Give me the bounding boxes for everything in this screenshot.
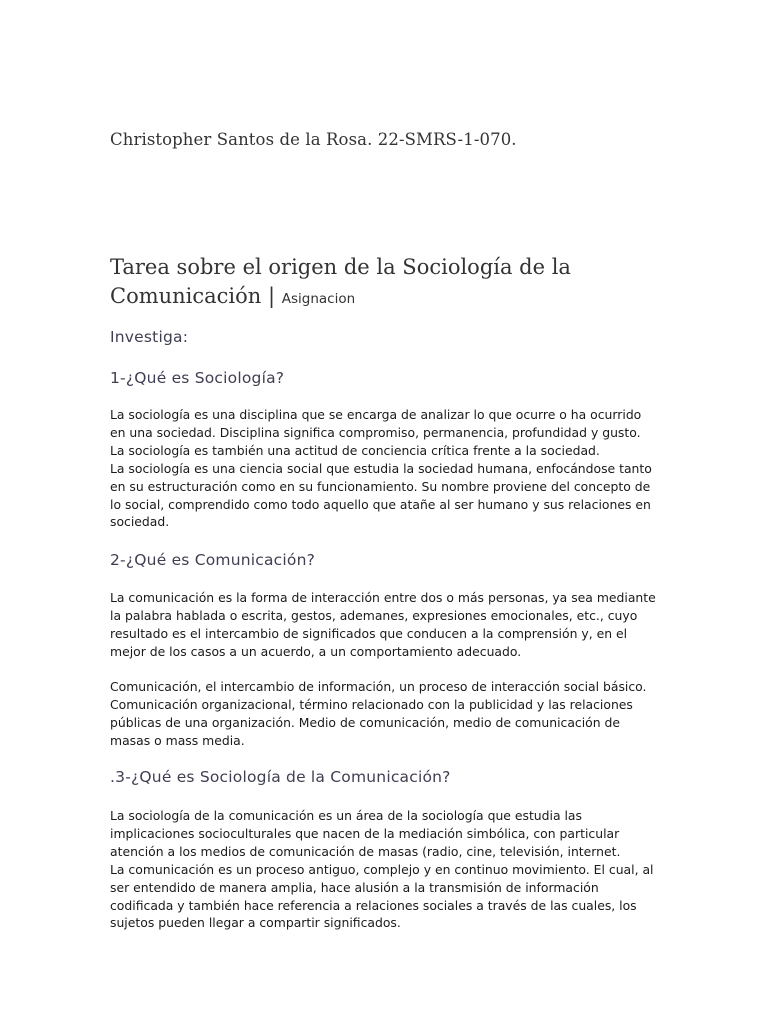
answer-line: sociedad. [110,514,170,530]
answer-line: en una sociedad. Disciplina significa compromiso, permanencia, profundidad y gusto. [110,424,641,440]
question-2-answer-paragraph-1 [110,589,670,661]
answer-line: ser entendido de manera amplia, hace alusión a la transmisión de información [110,879,599,895]
answer-line: públicas de una organización. Medio de comunicación, medio de comunicación de [110,714,621,730]
answer-line: La sociología de la comunicación es un área de la sociología que estudia las [110,808,582,823]
answer-line: Comunicación, el intercambio de información, un proceso de interacción social básico. [110,679,647,694]
title-line-2: Comunicación | [110,284,276,308]
answer-line: masas o mass media. [110,732,245,748]
answer-line: en su estructuración como en su funcionamiento. Su nombre proviene del concepto de [110,478,651,494]
answer-line: La comunicación es un proceso antiguo, complejo y en continuo movimiento. El cual, al [110,861,654,877]
answer-line: La sociología es una disciplina que se encarga de analizar lo que ocurre o ha ocurrido [110,407,642,422]
investiga-heading: Investiga: [110,328,189,346]
document-title [110,253,670,314]
question-3-heading: .3-¿Qué es Sociología de la Comunicación? [110,768,451,786]
question-2-answer-paragraph-2 [110,678,670,750]
answer-line: sujetos pueden llegar a compartir significados. [110,915,401,931]
answer-line: La comunicación es la forma de interacción entre dos o más personas, ya sea mediante [110,590,656,605]
answer-line: lo social, comprendido como todo aquello que atañe al ser humano y sus relaciones en [110,496,651,512]
question-1-answer [110,406,670,531]
answer-line: La sociología es una ciencia social que estudia la sociedad humana, enfocándose tanto [110,460,652,476]
answer-line: La sociología es también una actitud de conciencia crítica frente a la sociedad. [110,442,600,458]
author-line: Christopher Santos de la Rosa. 22-SMRS-1-070. [110,130,517,149]
answer-line: mejor de los casos a un acuerdo, a un comportamiento adecuado. [110,643,522,659]
title-subtitle: Asignacion [281,291,356,307]
title-line-1: Tarea sobre el origen de la Sociología de la [110,255,571,279]
question-3-answer [110,807,670,932]
answer-line: implicaciones socioculturales que nacen de la mediación simbólica, con particular [110,825,620,841]
question-2-heading: 2-¿Qué es Comunicación? [110,551,316,569]
question-1-heading: 1-¿Qué es Sociología? [110,369,285,387]
answer-line: atención a los medios de comunicación de masas (radio, cine, televisión, internet. [110,843,621,859]
answer-line: resultado es el intercambio de significados que conducen a la comprensión y, en el [110,625,628,641]
answer-line: Comunicación organizacional, término relacionado con la publicidad y las relaciones [110,696,633,712]
answer-line: la palabra hablada o escrita, gestos, ademanes, expresiones emocionales, etc., cuyo [110,607,638,623]
answer-line: codificada y también hace referencia a relaciones sociales a través de las cuales, los [110,897,637,913]
